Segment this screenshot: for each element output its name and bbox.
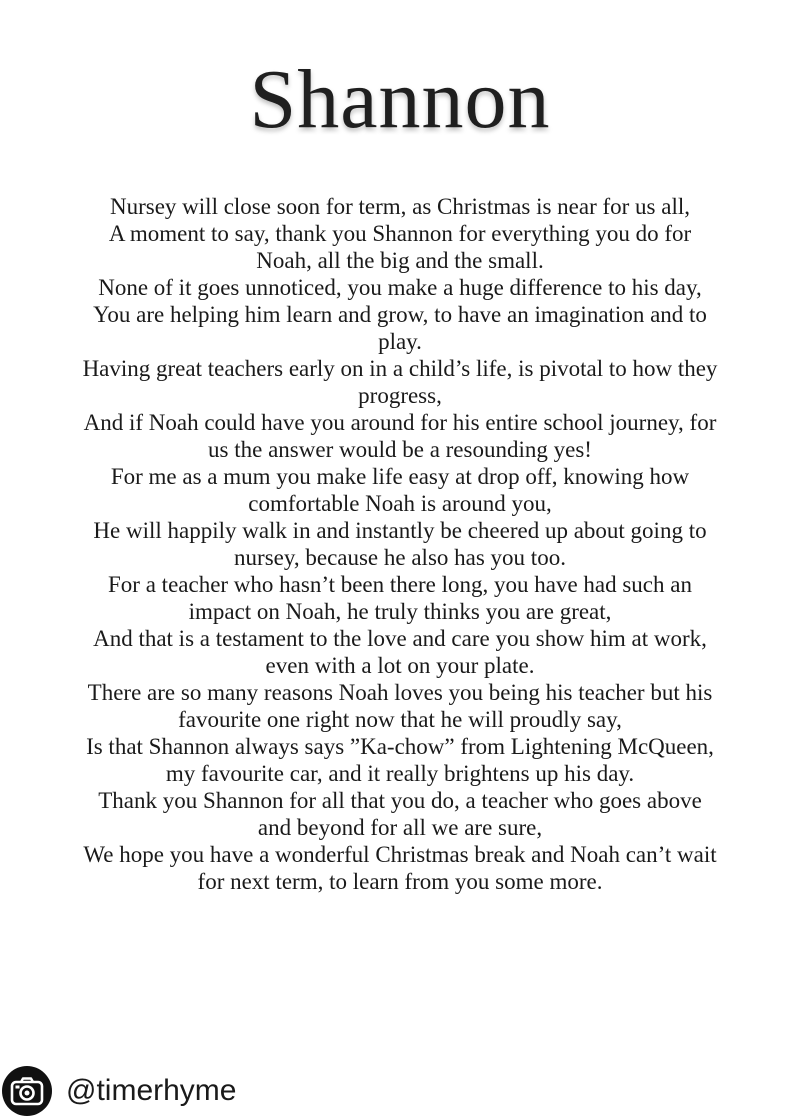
poem-line: There are so many reasons Noah loves you being his teacher but his favourite one right now that he will proudly say, [87, 680, 713, 732]
poem-line: For me as a mum you make life easy at drop off, knowing how comfortable Noah is around you, [110, 464, 690, 516]
poem-line: Nursey will close soon for term, as Christmas is near for us all, [110, 194, 690, 219]
poem-body [80, 193, 720, 895]
handle-text: @timerhyme [66, 1074, 237, 1107]
poem-line: Is that Shannon always says ”Ka-chow” from Lightening McQueen, my favourite car, and it really brightens up his day. [86, 734, 714, 786]
poem-line: For a teacher who hasn’t been there long, you have had such an impact on Noah, he truly thinks you are great, [108, 572, 692, 624]
poem-line: A moment to say, thank you Shannon for everything you do for Noah, all the big and the small. [108, 221, 692, 273]
social-handle [2, 1066, 236, 1116]
poem-line: None of it goes unnoticed, you make a huge difference to his day, [98, 275, 702, 300]
poem-line: We hope you have a wonderful Christmas break and Noah can’t wait for next term, to learn from you some more. [83, 842, 717, 894]
poem-line: Thank you Shannon for all that you do, a teacher who goes above and beyond for all we are sure, [98, 788, 702, 840]
poem-line: And if Noah could have you around for his entire school journey, for us the answer would be a resounding yes! [83, 410, 717, 462]
poem-line: You are helping him learn and grow, to have an imagination and to play. [93, 302, 707, 354]
poem-line: He will happily walk in and instantly be cheered up about going to nursey, because he also has you too. [93, 518, 707, 570]
poem-line: And that is a testament to the love and care you show him at work, even with a lot on your plate. [93, 626, 707, 678]
page-title: Shannon [249, 53, 551, 146]
camera-icon [2, 1066, 52, 1116]
poem-line: Having great teachers early on in a child’s life, is pivotal to how they progress, [82, 356, 718, 408]
